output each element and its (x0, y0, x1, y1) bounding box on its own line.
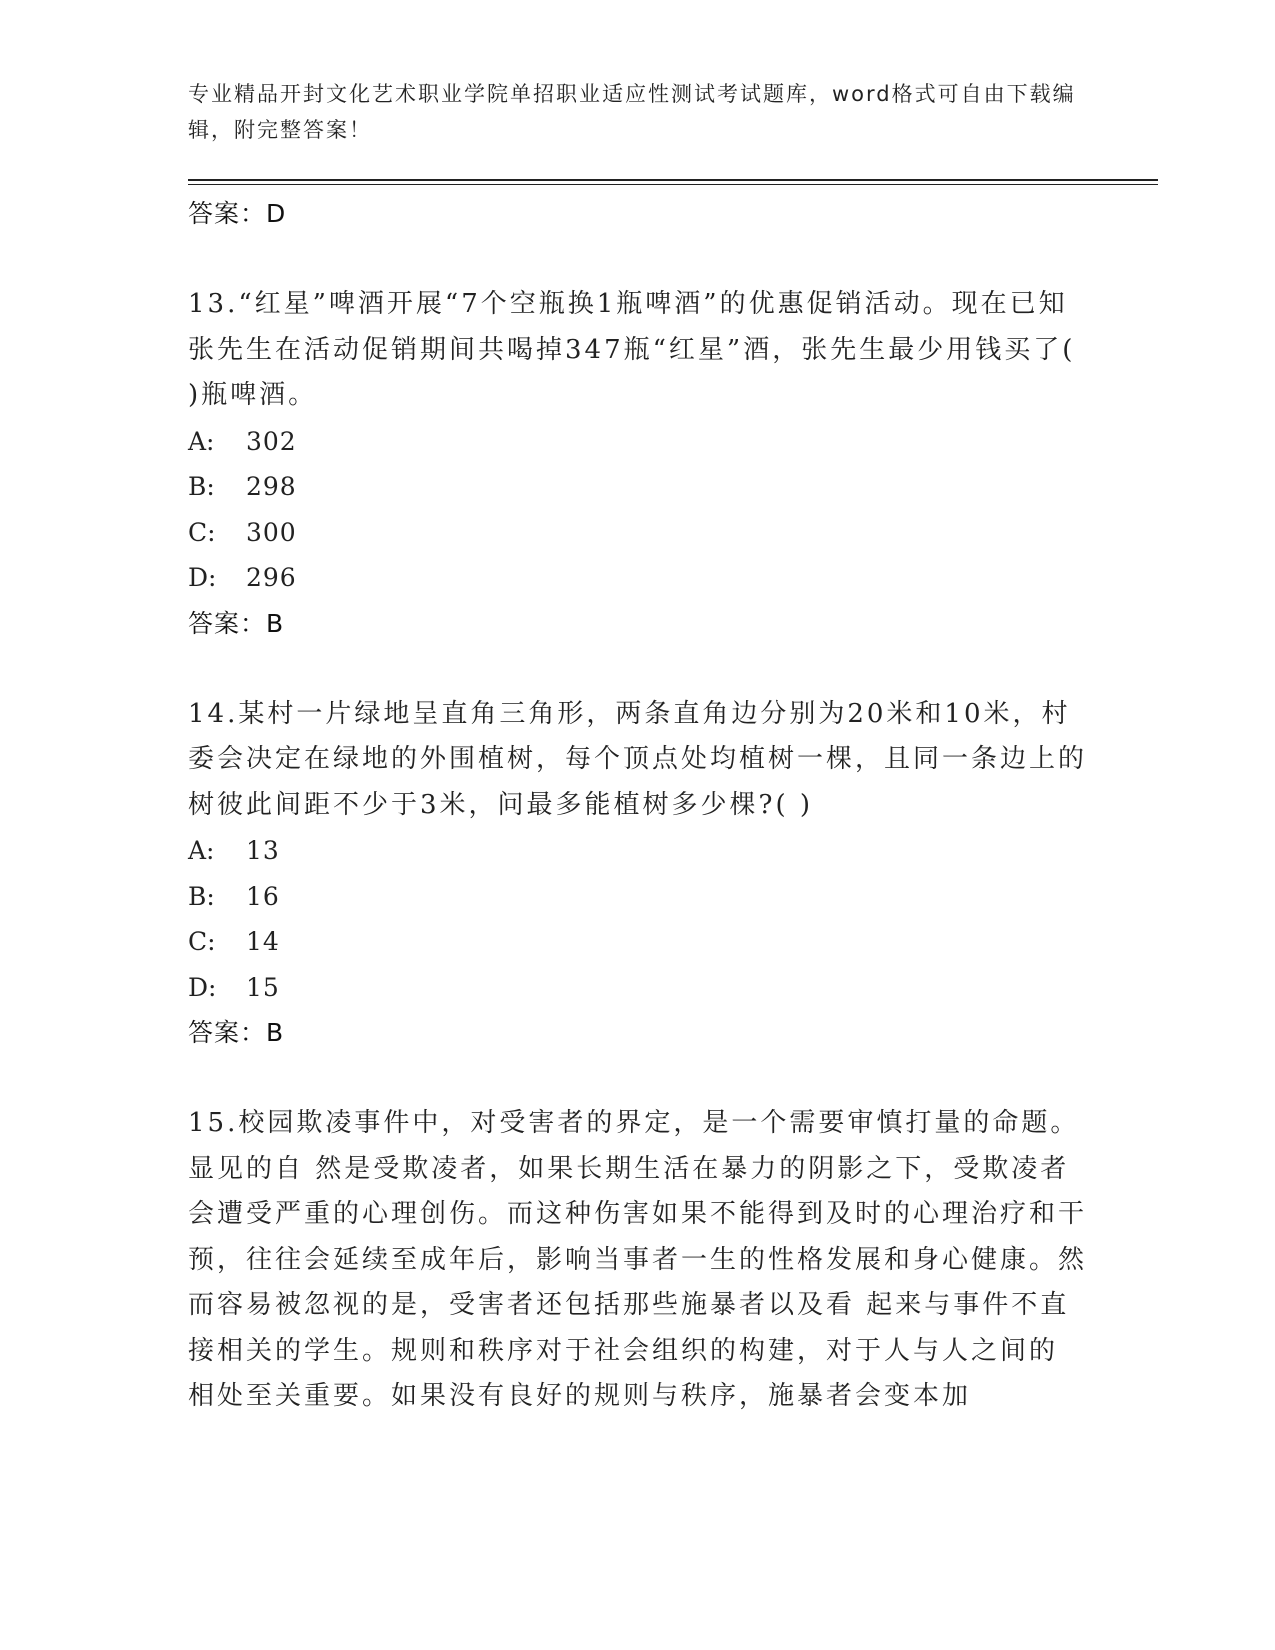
question-14-option-d: D: 15 (188, 972, 280, 1002)
header-rule-thin (188, 184, 1158, 185)
previous-answer: 答案：D (188, 199, 287, 228)
question-15-text: 15.校园欺凌事件中，对受害者的界定，是一个需要审慎打量的命题。显见的自 然是受欺凌者，如果长期生活在暴力的阴影之下，受欺凌者会遭受严重的心理创伤。而这种伤害如果不能得到及时的心理治疗和干预，往往会延续至成年后，影响当事者一生的性格发展和身心健康。然而容易被忽视的是，受害者还包括那些施暴者以及看 起来与事件不直接相关的学生。规则和秩序对于社会组织的构建，对于人与人之间的 相处至关重要。如果没有良好的规则与秩序，施暴者会变本加 (188, 1108, 1088, 1411)
question-14-option-a: A: 13 (188, 836, 280, 865)
question-13-text: 13.“红星”啤酒开展“7个空瓶换1瓶啤酒”的优惠促销活动。现在已知张先生在活动促销期间共喝掉347瓶“红星”酒，张先生最少用钱买了( )瓶啤酒。 (188, 289, 1076, 410)
question-13-answer: 答案：B (188, 608, 285, 638)
question-14-option-b: B: 16 (188, 881, 280, 911)
question-14-text: 14.某村一片绿地呈直角三角形，两条直角边分别为20米和10米，村委会决定在绿地的外围植树，每个顶点处均植树一棵，且同一条边上的树彼此间距不少于3米，问最多能植树多少棵?( ) (188, 698, 1088, 820)
question-13-option-d: D: 296 (188, 563, 297, 592)
question-14-option-c: C: 14 (188, 927, 280, 956)
document-body (188, 191, 1088, 1420)
page-header: 专业精品开封文化艺术职业学院单招职业适应性测试考试题库，word格式可自由下载编辑，附完整答案！ (188, 82, 1076, 142)
question-13-option-b: B: 298 (188, 472, 297, 501)
question-13-option-c: C: 300 (188, 517, 297, 547)
header-rule-thick (188, 179, 1158, 181)
question-13-option-a: A: 302 (188, 426, 297, 456)
question-14-answer: 答案：B (188, 1018, 285, 1047)
